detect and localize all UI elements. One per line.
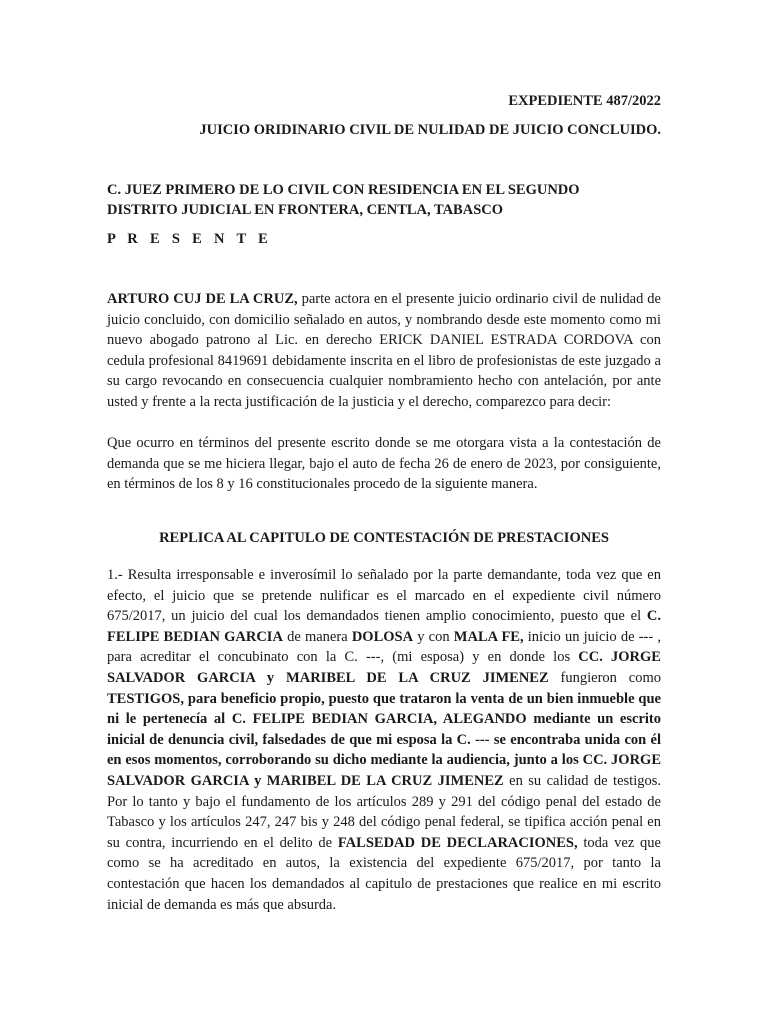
point-1-bold-6: FALSEDAD DE DECLARACIONES, <box>337 834 578 851</box>
case-number: EXPEDIENTE 487/2022 <box>508 93 661 109</box>
point-1-bold-1: C. FELIPE BEDIAN GARCIA <box>107 608 661 645</box>
addressee-line-2: DISTRITO JUDICIAL EN FRONTERA, CENTLA, TABASCO <box>107 202 504 218</box>
point-1-text-7: toda vez que como se ha acreditado en autos, la existencia del expediente 675/2017, por tanto la contestación que hacen los demandados al capitulo de prestaciones que realice en mi escrito inicial de demanda es más que absurda. <box>107 834 661 913</box>
point-1-text-2: de manera <box>282 628 352 645</box>
presente-label: P R E S E N T E <box>107 231 273 247</box>
point-1-bold-5: TESTIGOS, para beneficio propio, puesto que trataron la venta de un bien inmueble que ni le pertenecía al C. FELIPE BEDIAN GARCIA, ALEGANDO mediante un escrito inicial de denuncia civil, falsedades de que mi esposa la C. --- se encontraba unida con él en esos momentos, corroborando su dicho mediante la audiencia, junto a los CC. JORGE SALVADOR GARCIA y MARIBEL DE LA CRUZ JIMENEZ <box>107 690 661 789</box>
point-1-bold-2: DOLOSA <box>351 628 414 645</box>
point-1-bold-4: CC. JORGE SALVADOR GARCIA y MARIBEL DE LA CRUZ JIMENEZ <box>107 649 661 686</box>
point-1-paragraph <box>107 565 661 915</box>
addressee-line-1: C. JUEZ PRIMERO DE LO CIVIL CON RESIDENCIA EN EL SEGUNDO <box>107 182 580 198</box>
second-paragraph <box>107 433 661 495</box>
intro-paragraph <box>107 289 661 413</box>
intro-text: parte actora en el presente juicio ordinario civil de nulidad de juicio concluido, con domicilio señalado en autos, y nombrando desde este momento como mi nuevo abogado patrono al Lic. en derecho ERICK DANIEL ESTRADA CORDOVA con cedula profesional 8419691 debidamente inscrita en el libro de profesionistas de este juzgado a su cargo revocando en consecuencia cualquier nombramiento hecho con antelación, por ante usted y frente a la recta justificación de la justicia y el derecho, comparezco para decir: <box>107 291 661 410</box>
point-1-text-3: y con <box>413 628 454 645</box>
point-1-text-4: inicio un juicio de --- , para acreditar el concubinato con la C. ---, (mi esposa) y en donde los <box>107 628 661 666</box>
plaintiff-name: ARTURO CUJ DE LA CRUZ, <box>107 291 298 307</box>
point-1-text-5: fungieron como <box>548 669 661 686</box>
point-1-bold-3: MALA FE, <box>453 628 524 645</box>
case-title: JUICIO ORIDINARIO CIVIL DE NULIDAD DE JUICIO CONCLUIDO. <box>199 122 661 138</box>
second-text: Que ocurro en términos del presente escrito donde se me otorgara vista a la contestación de demanda que se me hiciera llegar, bajo el auto de fecha 26 de enero de 2023, por consiguiente, en términos de los 8 y 16 constitucionales procedo de la siguiente manera. <box>107 435 661 493</box>
addressee <box>107 180 667 220</box>
section-heading: REPLICA AL CAPITULO DE CONTESTACIÓN DE PRESTACIONES <box>159 530 609 546</box>
point-1-text-6: en su calidad de testigos. Por lo tanto y bajo el fundamento de los artículos 289 y 291 del código penal del estado de Tabasco y los artículos 247, 247 bis y 248 del código penal federal, se tipifica acción penal en su contra, incurriendo en el delito de <box>107 772 661 851</box>
point-1-text-1: 1.- Resulta irresponsable e inverosímil lo señalado por la parte demandante, toda vez que en efecto, el juicio que se pretende nulificar es el marcado en el expediente civil número 675/2017, un juicio del cual los demandados tienen amplio conocimiento, puesto que el <box>107 567 661 625</box>
